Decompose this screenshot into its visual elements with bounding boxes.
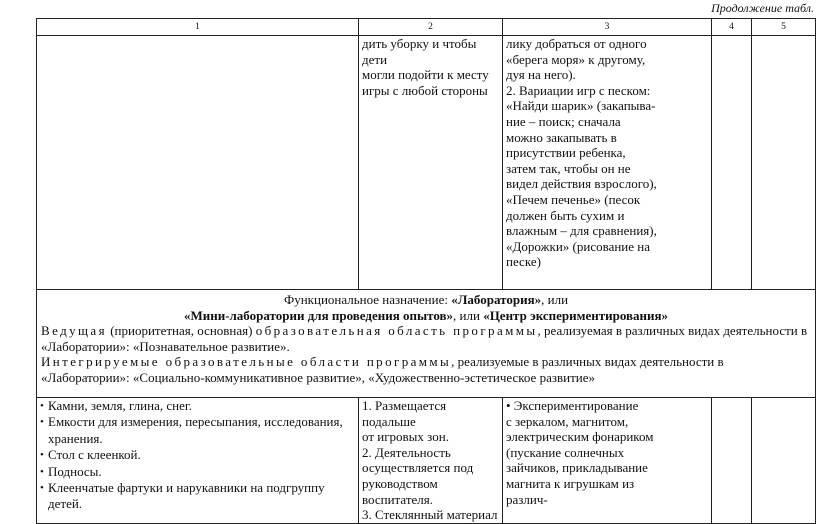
- row1-col1: [37, 36, 359, 290]
- section-row: [37, 290, 816, 398]
- table-row: [37, 398, 816, 524]
- header-cell-5: 5: [752, 19, 816, 36]
- equipment-list: [40, 398, 355, 513]
- list-item: • Подносы.: [40, 464, 355, 480]
- header-row: [37, 19, 816, 36]
- title-suffix: , или: [541, 292, 569, 307]
- integrated-label: Интегрируемые образовательные области программы: [41, 354, 452, 370]
- row3-col3: • Экспериментирование с зеркалом, магнитом, электрическим фонариком (пускание солнечных зайчиков, прикладывание магнита к игрушкам из различ-: [503, 398, 712, 524]
- leading-area-paragraph: [41, 323, 811, 354]
- section-title-line2: [41, 308, 811, 324]
- list-item: • Стол с клеенкой.: [40, 447, 355, 463]
- edu-area-label: образовательная область программы: [255, 323, 538, 339]
- row3-col4: [712, 398, 752, 524]
- integrated-description: , реализуемые в различных видах деятельности в «Лаборатории»: «Социально-коммуникативное развитие», «Художественно-эстетическое развитие»: [41, 354, 724, 385]
- list-item: • Камни, земля, глина, снег.: [40, 398, 355, 414]
- row1-col2: дить уборку и чтобы дети могли подойти к месту игры с любой стороны: [359, 36, 503, 290]
- row1-col3: лику добраться от одного «берега моря» к другому, дуя на него). 2. Вариации игр с песком: «Найди шарик» (закапыва- ние – поиск; сначала можно закапывать в присутствии ребенка, затем так, чтобы он не видел действия взрослого), «Печем печенье» (песок должен быть сухим и влажным – для сравнения), «Дорожки» (рисование на песке): [503, 36, 712, 290]
- title-bold-mini-lab: «Мини-лаборатории для проведения опытов»: [183, 307, 454, 323]
- continuation-label: Продолжение табл.: [711, 1, 814, 15]
- list-item: • Емкости для измерения, пересыпания, исследования, хранения.: [40, 414, 355, 447]
- section-cell: [37, 290, 816, 398]
- leading-label: Ведущая: [41, 323, 107, 339]
- row3-col5: [752, 398, 816, 524]
- row1-col4: [712, 36, 752, 290]
- header-cell-2: 2: [359, 19, 503, 36]
- title-mid: , или: [453, 307, 484, 323]
- equipment-table: [36, 18, 816, 524]
- title-prefix: Функциональное назначение:: [283, 292, 452, 307]
- header-cell-4: 4: [712, 19, 752, 36]
- header-cell-1: 1: [37, 19, 359, 36]
- integrated-areas-paragraph: [41, 354, 811, 385]
- section-title-line1: [41, 292, 811, 308]
- header-cell-3: 3: [503, 19, 712, 36]
- list-item: • Клеенчатые фартуки и нарукавники на подгруппу детей.: [40, 480, 355, 513]
- row3-col2: 1. Размещается подальше от игровых зон. 2. Деятельность осуществляется под руководством воспитателя. 3. Стеклянный материал: [359, 398, 503, 524]
- leading-description: , реализуемая в различных видах деятельности в «Лаборатории»: «Познавательное развитие».: [41, 323, 808, 354]
- row1-col5: [752, 36, 816, 290]
- title-bold-center: «Центр экспериментирования»: [483, 307, 669, 323]
- table-row: [37, 36, 816, 290]
- leading-text: (приоритетная, основная): [106, 323, 256, 339]
- title-bold-laboratory: «Лаборатория»: [451, 292, 542, 307]
- row3-col1: [37, 398, 359, 524]
